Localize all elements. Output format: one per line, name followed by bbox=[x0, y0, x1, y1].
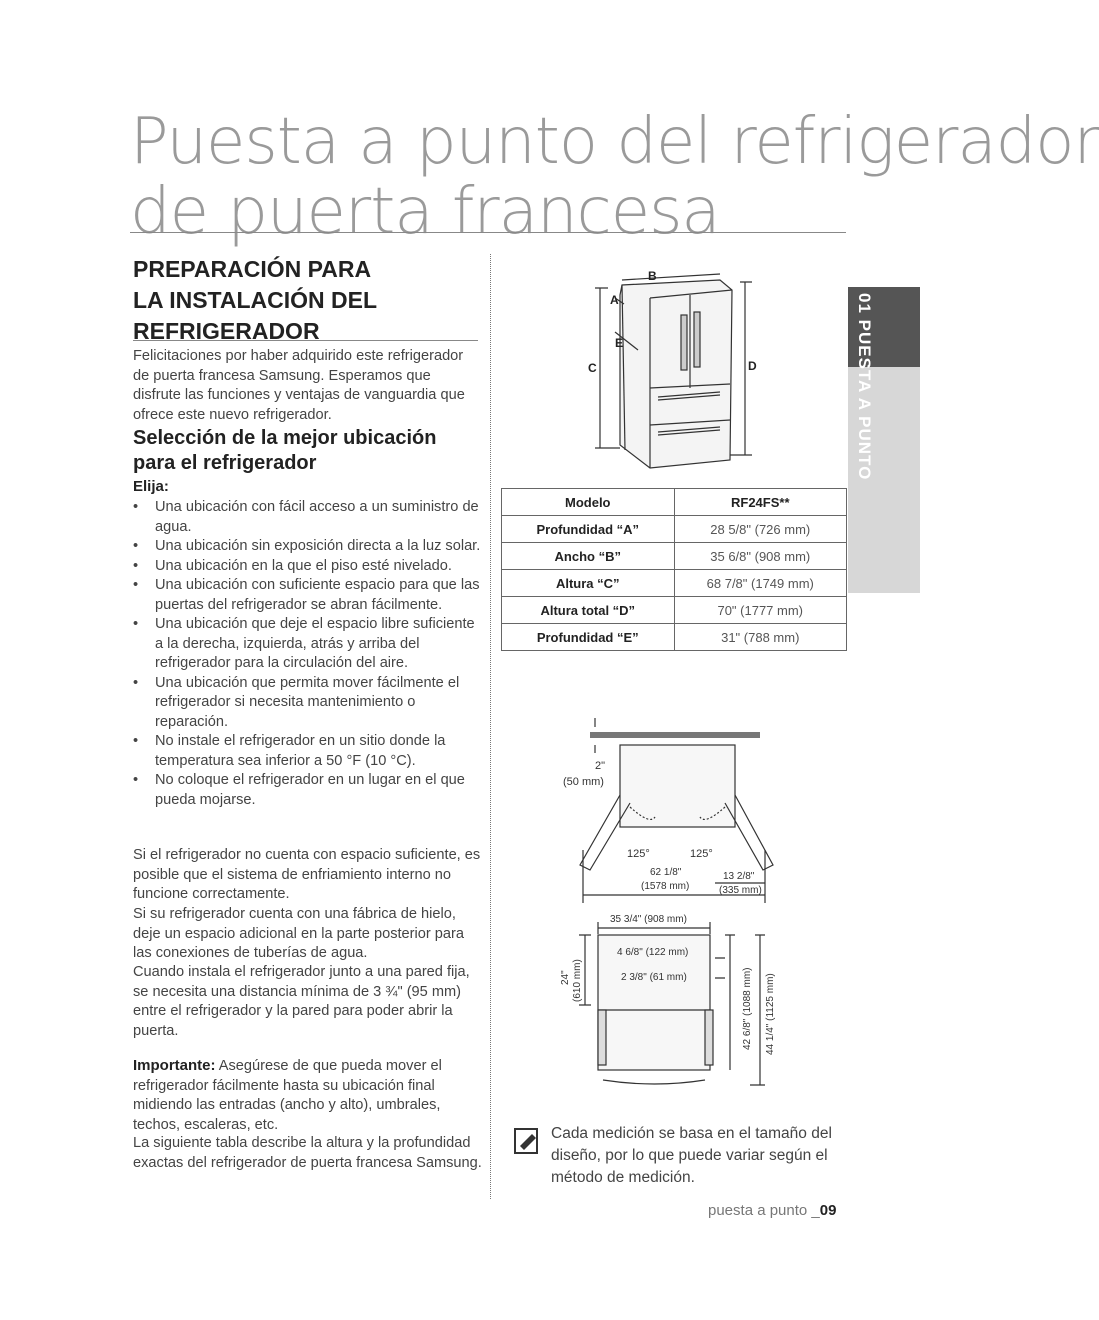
table-row bbox=[502, 543, 847, 570]
paragraph-wall: Cuando instala el refrigerador junto a una pared fija, se necesita una distancia mínima de 3 ¾" (95 mm) entre el refrigerador y la pared para poder abrir la puerta. bbox=[133, 964, 470, 1039]
table-row bbox=[502, 516, 847, 543]
angle-right-label: 125° bbox=[690, 848, 713, 860]
measurement-note: Cada medición se basa en el tamaño del diseño, por lo que puede variar según el método de medición. bbox=[551, 1125, 832, 1186]
bullet-item: • No coloque el refrigerador en un lugar en el que pueda mojarse. bbox=[133, 771, 483, 810]
side-d1-label: 4 6/8" (122 mm) bbox=[617, 947, 689, 958]
height-left-mm-label: (610 mm) bbox=[572, 959, 583, 1002]
table-row bbox=[502, 597, 847, 624]
page-footer bbox=[708, 1202, 836, 1219]
angle-left-label: 125° bbox=[627, 848, 650, 860]
bullet-item: • No instale el refrigerador en un sitio donde la temperatura sea inferior a 50 °F (10 °C). bbox=[133, 732, 483, 771]
location-bullet-list bbox=[133, 498, 483, 810]
table-cell-label: Profundidad “A” bbox=[502, 516, 675, 543]
table-cell-label: Ancho “B” bbox=[502, 543, 675, 570]
dim-label-c: C bbox=[588, 361, 597, 375]
important-label: Importante: bbox=[133, 1057, 216, 1074]
table-cell-value: 31" (788 mm) bbox=[674, 624, 847, 651]
subheading: Selección de la mejor ubicación para el refrigerador bbox=[133, 427, 437, 474]
heading-divider bbox=[133, 340, 478, 341]
section-heading-line-2: LA INSTALACIÓN DEL bbox=[133, 287, 378, 313]
side-label: 13 2/8" bbox=[723, 871, 755, 882]
table-row bbox=[502, 624, 847, 651]
choose-label: Elija: bbox=[133, 478, 169, 495]
title-divider bbox=[130, 232, 846, 233]
paragraph-icemaker: Si su refrigerador cuenta con una fábrica de hielo, deje un espacio adicional en la parte posterior para las conexiones de tuberías de agua. bbox=[133, 906, 465, 961]
dim-label-d: D bbox=[748, 359, 757, 373]
column-divider bbox=[490, 254, 491, 1199]
width-mm-label: (1578 mm) bbox=[641, 881, 690, 892]
bullet-item: • Una ubicación sin exposición directa a la luz solar. bbox=[133, 537, 483, 557]
paragraph-table-intro: La siguiente tabla describe la altura y la profundidad exactas del refrigerador de puerta francesa Samsung. bbox=[133, 1135, 482, 1171]
table-cell-value: 28 5/8" (726 mm) bbox=[674, 516, 847, 543]
paragraph-space: Si el refrigerador no cuenta con espacio suficiente, es posible que el sistema de enfriamiento interno no funcione correctamente. bbox=[133, 847, 481, 902]
bullet-item: • Una ubicación con fácil acceso a un suministro de agua. bbox=[133, 498, 483, 537]
page-title-line-2: de puerta francesa bbox=[130, 175, 720, 249]
bullet-item: • Una ubicación que permita mover fácilmente el refrigerador si necesita mantenimiento o reparación. bbox=[133, 674, 483, 733]
height-r2-label: 44 1/4" (1125 mm) bbox=[765, 973, 776, 1055]
height-r1-label: 42 6/8" (1088 mm) bbox=[742, 967, 753, 1050]
table-header-cell: Modelo bbox=[502, 489, 675, 516]
footer-section: puesta a punto _ bbox=[708, 1202, 820, 1219]
section-heading bbox=[133, 254, 478, 347]
door-clearance-top-view bbox=[555, 715, 775, 915]
height-left-label: 24" bbox=[560, 970, 571, 985]
table-cell-label: Altura “C” bbox=[502, 570, 675, 597]
table-cell-label: Profundidad “E” bbox=[502, 624, 675, 651]
table-cell-label: Altura total “D” bbox=[502, 597, 675, 624]
gap-label: 2" bbox=[595, 760, 606, 772]
intro-paragraph: Felicitaciones por haber adquirido este refrigerador de puerta francesa Samsung. Esperamos que disfrute las funciones y ventajas de vanguardia que ofrece este nuevo refrigerador. bbox=[133, 348, 465, 423]
important-text: Asegúrese de que pueda mover el refrigerador fácilmente hasta su ubicación final midiendo las entradas (ancho y alto), umbrales, techos, escaleras, etc. bbox=[133, 1058, 442, 1133]
page-title-line-1: Puesta a punto del refrigerador bbox=[130, 105, 1099, 179]
important-paragraph bbox=[133, 1056, 483, 1135]
side-clearance-view bbox=[555, 910, 785, 1110]
table-row bbox=[502, 570, 847, 597]
dim-label-b: B bbox=[648, 269, 657, 283]
dim-label-a: A bbox=[610, 293, 619, 307]
table-cell-value: 35 6/8" (908 mm) bbox=[674, 543, 847, 570]
table-cell-value: 68 7/8" (1749 mm) bbox=[674, 570, 847, 597]
table-cell-value: 70" (1777 mm) bbox=[674, 597, 847, 624]
note-icon bbox=[512, 1126, 542, 1156]
gap-mm-label: (50 mm) bbox=[563, 776, 604, 788]
side-mm-label: (335 mm) bbox=[719, 885, 762, 896]
chapter-tab-label: 01 PUESTA A PUNTO bbox=[855, 293, 874, 481]
bullet-item: • Una ubicación en la que el piso esté nivelado. bbox=[133, 557, 483, 577]
section-heading-line-3: REFRIGERADOR bbox=[133, 318, 320, 344]
width-label: 62 1/8" bbox=[650, 867, 682, 878]
dim-label-e: E bbox=[615, 336, 624, 350]
table-header-row bbox=[502, 489, 847, 516]
dimensions-table bbox=[501, 488, 847, 651]
table-header-cell: RF24FS** bbox=[674, 489, 847, 516]
refrigerator-dimensions-diagram bbox=[580, 260, 770, 480]
page-number: 09 bbox=[819, 1202, 837, 1219]
bullet-item: • Una ubicación con suficiente espacio para que las puertas del refrigerador se abran fácilmente. bbox=[133, 576, 483, 615]
side-d2-label: 2 3/8" (61 mm) bbox=[621, 972, 687, 983]
chapter-side-tab bbox=[848, 287, 920, 593]
section-heading-line-1: PREPARACIÓN PARA bbox=[133, 256, 372, 282]
side-width-label: 35 3/4" (908 mm) bbox=[610, 914, 687, 925]
bullet-item: • Una ubicación que deje el espacio libre suficiente a la derecha, izquierda, atrás y arriba del refrigerador para la circulación del aire. bbox=[133, 615, 483, 674]
